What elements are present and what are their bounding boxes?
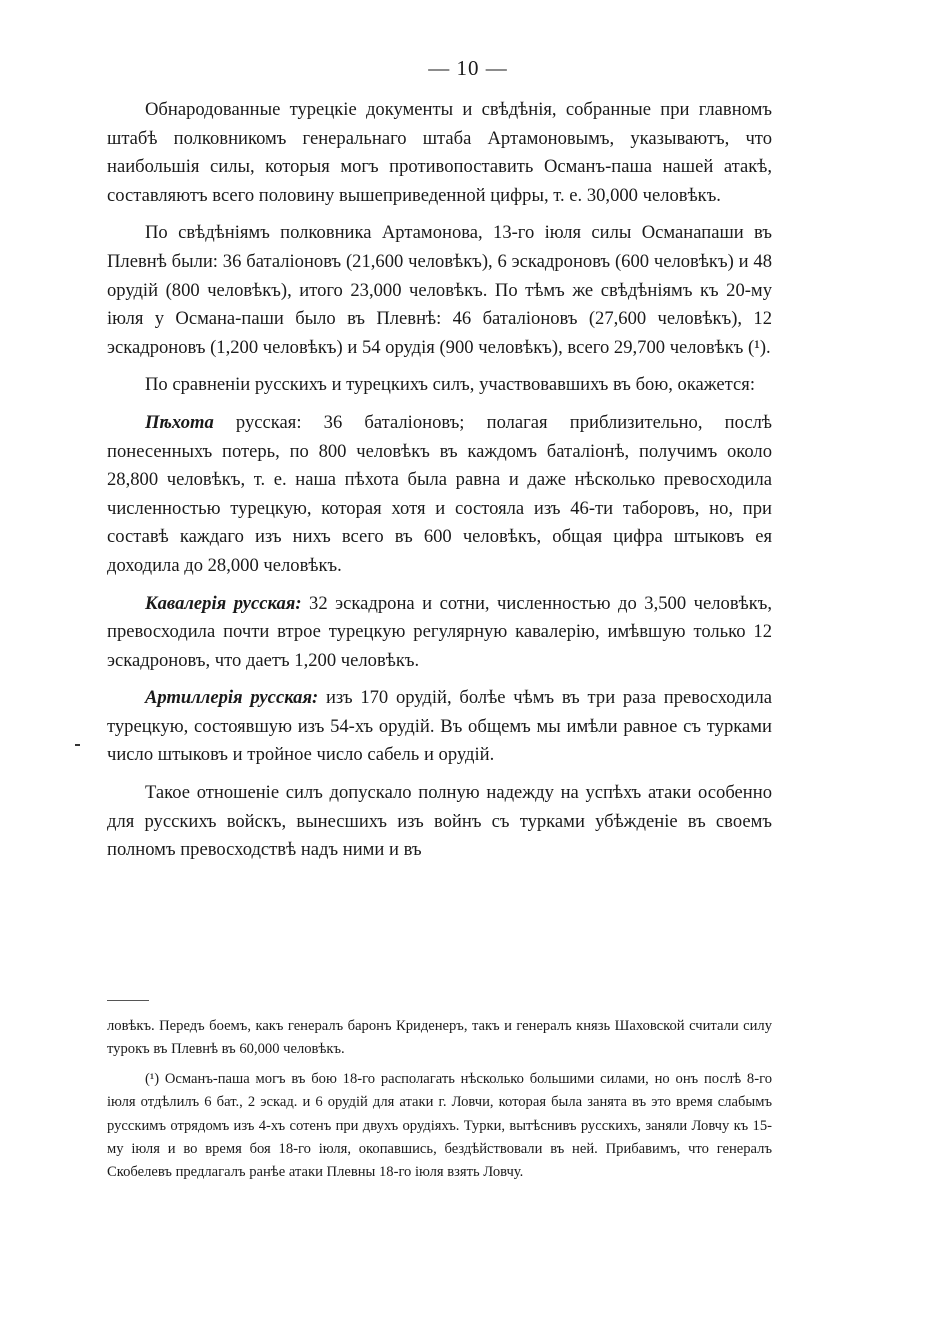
paragraph bbox=[107, 371, 772, 400]
cavalry-term: Кавалерія русская: bbox=[145, 592, 302, 614]
paragraph-infantry bbox=[107, 409, 772, 581]
page-number: — 10 — bbox=[428, 56, 508, 80]
paragraph-text: 32 эскадрона и сотни, численностью до 3,500 человѣкъ, превосходила почти втрое турецкую регулярную кавалерію, имѣвшую только 12 эскадроновъ, что даетъ 1,200 человѣкъ. bbox=[107, 592, 772, 671]
footnote-continuation: ловѣкъ. Передъ боемъ, какъ генералъ баронъ Криденеръ, такъ и генералъ князь Шаховской считали силу турокъ въ Плевнѣ въ 60,000 человѣкъ. bbox=[107, 1018, 772, 1058]
body-text bbox=[107, 96, 772, 874]
paragraph-text: По свѣдѣніямъ полковника Артамонова, 13-го іюля силы Османапаши въ Плевнѣ были: 36 баталіоновъ (21,600 человѣкъ), 6 эскадроновъ (600 человѣкъ) и 48 орудій (800 человѣкъ), итого 23,000 человѣкъ. По тѣмъ же свѣдѣніямъ къ 20-му іюля у Османа-паши было въ Плевнѣ: 46 баталіоновъ (27,600 человѣкъ), 12 эскадроновъ (1,200 человѣкъ) и 54 орудія (900 человѣкъ), всего 29,700 человѣкъ (¹). bbox=[107, 222, 772, 358]
paragraph-text: Обнародованные турецкіе документы и свѣдѣнія, собранные при главномъ штабѣ полковникомъ генеральнаго штаба Артамоновымъ, указываютъ, что наибольшія силы, которыя могъ противопоставить Османъ-паша нашей атакѣ, составляютъ всего половину вышеприведенной цифры, т. е. 30,000 человѣкъ. bbox=[107, 99, 772, 206]
paragraph bbox=[107, 96, 772, 210]
artillery-term: Артиллерія русская: bbox=[145, 687, 319, 709]
footnote-divider bbox=[107, 1000, 149, 1001]
margin-mark bbox=[75, 744, 80, 746]
paragraph-text: Такое отношеніе силъ допускало полную надежду на успѣхъ атаки особенно для русскихъ войскъ, вынесшихъ изъ войнъ съ турками убѣжденіе въ своемъ полномъ превосходствѣ надъ ними и въ bbox=[107, 782, 772, 861]
paragraph-artillery bbox=[107, 684, 772, 770]
paragraph-text: изъ 170 орудій, болѣе чѣмъ въ три раза превосходила турецкую, состоявшую изъ 54-хъ орудій. Въ общемъ мы имѣли равное съ турками число штыковъ и тройное число сабель и орудій. bbox=[107, 687, 772, 766]
footnote-1: (¹) Османъ-паша могъ въ бою 18-го располагать нѣсколько большими силами, но онъ послѣ 8-го іюля отдѣлилъ 6 бат., 2 эскад. и 6 орудій для атаки г. Ловчи, которая была занята въ это время слабымъ русскимъ отрядомъ изъ 4-хъ сотенъ при двухъ орудіяхъ. Турки, вытѣснивъ русскихъ, заняли Ловчу къ 15-му іюля и во время боя 18-го іюля, окопавшись, бездѣйствовали въ ней. Прибавимъ, что генералъ Скобелевъ предлагалъ ранѣе атаки Плевны 18-го іюля взять Ловчу. bbox=[107, 1070, 772, 1181]
paragraph-text: русская: 36 баталіоновъ; полагая приблизительно, послѣ понесенныхъ потерь, по 800 человѣкъ въ каждомъ баталіонѣ, получимъ около 28,800 человѣкъ, т. е. наша пѣхота была равна и даже нѣсколько превосходила численностью турецкую, которая хотя и состояла изъ 46-ти таборовъ, но, при составѣ каждаго изъ нихъ всего въ 600 человѣкъ, общая цифра штыковъ ея доходила до 28,000 человѣкъ. bbox=[107, 411, 772, 576]
infantry-term: Пѣхота bbox=[145, 411, 214, 433]
paragraph bbox=[107, 779, 772, 865]
paragraph-cavalry bbox=[107, 590, 772, 676]
paragraph-text: По сравненіи русскихъ и турецкихъ силъ, участвовавшихъ въ бою, окажется: bbox=[145, 374, 755, 396]
paragraph bbox=[107, 219, 772, 362]
footnotes bbox=[107, 1015, 772, 1191]
